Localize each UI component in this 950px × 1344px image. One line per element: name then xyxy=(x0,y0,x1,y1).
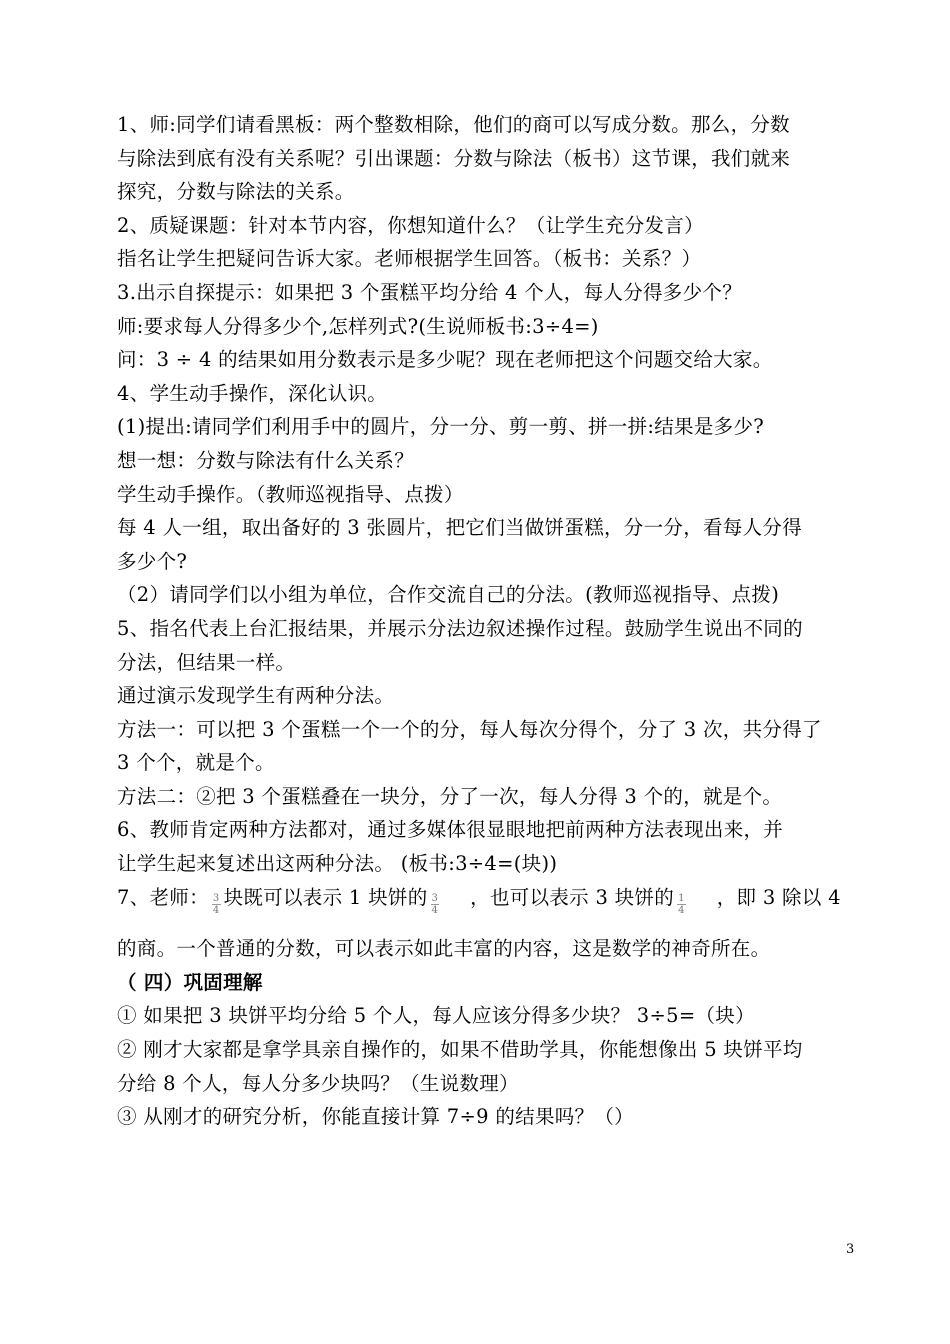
text-line-with-fractions xyxy=(117,881,867,915)
text-line: 每 4 人一组，取出备好的 3 张圆片，把它们当做饼蛋糕，分一分，看每人分得 xyxy=(117,516,803,540)
text-line: 的商。一个普通的分数，可以表示如此丰富的内容，这是数学的神奇所在。 xyxy=(117,937,771,961)
fraction-denominator: 4 xyxy=(212,904,220,916)
fraction-numerator: 3 xyxy=(212,892,220,904)
text-line: ② 刚才大家都是拿学具亲自操作的，如果不借助学具，你能想像出 5 块饼平均 xyxy=(117,1038,803,1062)
text-line: 5、指名代表上台汇报结果，并展示分法边叙述操作过程。鼓励学生说出不同的 xyxy=(117,616,803,640)
text-line: 分给 8 个人，每人分多少块吗？（生说数理） xyxy=(117,1071,519,1095)
line-segment: ，也可以表示 3 块饼的 xyxy=(470,885,675,909)
text-line: （2）请同学们以小组为单位，合作交流自己的分法。(教师巡视指导、点拨) xyxy=(117,583,780,607)
fraction-one-quarter xyxy=(677,893,686,916)
fraction-denominator: 4 xyxy=(678,904,685,916)
fraction-numerator: 3 xyxy=(431,892,439,904)
text-line: 问：3 ÷ 4 的结果如用分数表示是多少呢？现在老师把这个问题交给大家。 xyxy=(117,348,773,372)
fraction-three-quarters xyxy=(212,893,221,916)
fraction-denominator: 4 xyxy=(431,904,439,916)
text-line: 分法，但结果一样。 xyxy=(117,650,296,674)
text-line: ① 如果把 3 块饼平均分给 5 个人，每人应该分得多少块？ 3÷5=（块） xyxy=(117,1004,755,1028)
text-line: 3 个个，就是个。 xyxy=(117,751,275,775)
text-line: 与除法到底有没有关系呢？引出课题：分数与除法（板书）这节课，我们就来 xyxy=(117,146,791,170)
text-line: 通过演示发现学生有两种分法。 xyxy=(117,684,395,708)
text-line: 想一想：分数与除法有什么关系？ xyxy=(117,448,415,472)
text-line: 4、学生动手操作，深化认识。 xyxy=(117,381,388,405)
document-body xyxy=(117,108,867,1134)
text-line: 方法一：可以把 3 个蛋糕一个一个的分，每人每次分得个，分了 3 次，共分得了 xyxy=(117,717,822,741)
section-heading: （ 四）巩固理解 xyxy=(117,970,263,994)
fraction-three-quarters xyxy=(431,893,440,916)
text-line: 探究，分数与除法的关系。 xyxy=(117,180,355,204)
text-line: 2、质疑课题：针对本节内容，你想知道什么？（让学生充分发言） xyxy=(117,213,704,237)
text-line: 3.出示自探提示：如果把 3 个蛋糕平均分给 4 个人，每人分得多少个？ xyxy=(117,280,743,304)
text-line: 指名让学生把疑问告诉大家。老师根据学生回答。（板书：关系？） xyxy=(117,247,702,271)
fraction-numerator: 1 xyxy=(678,892,685,904)
line-segment: 7、老师： xyxy=(117,885,209,909)
text-line: 6、教师肯定两种方法都对，通过多媒体很显眼地把前两种方法表现出来，并 xyxy=(117,818,784,842)
line-segment: 块既可以表示 1 块饼的 xyxy=(223,885,428,909)
text-line: 方法二：②把 3 个蛋糕叠在一块分，分了一次，每人分得 3 个的，就是个。 xyxy=(117,784,783,808)
line-segment: ，即 3 除以 4 xyxy=(716,885,841,909)
text-line: ③ 从刚才的研究分析，你能直接计算 7÷9 的结果吗？（） xyxy=(117,1105,634,1129)
text-line: 学生动手操作。（教师巡视指导、点拨） xyxy=(117,482,464,506)
line-gap xyxy=(117,914,867,932)
page-number: 3 xyxy=(846,1242,855,1257)
text-line: (1)提出:请同学们利用手中的圆片，分一分、剪一剪、拼一拼:结果是多少? xyxy=(117,415,765,439)
text-line: 师:要求每人分得多少个,怎样列式?(生说师板书:3÷4=) xyxy=(117,314,599,338)
text-line: 1、师:同学们请看黑板：两个整数相除，他们的商可以写成分数。那么，分数 xyxy=(117,113,790,136)
text-line: 多少个? xyxy=(117,549,188,573)
text-line: 让学生起来复述出这两种分法。 (板书:3÷4=(块)) xyxy=(117,852,558,876)
